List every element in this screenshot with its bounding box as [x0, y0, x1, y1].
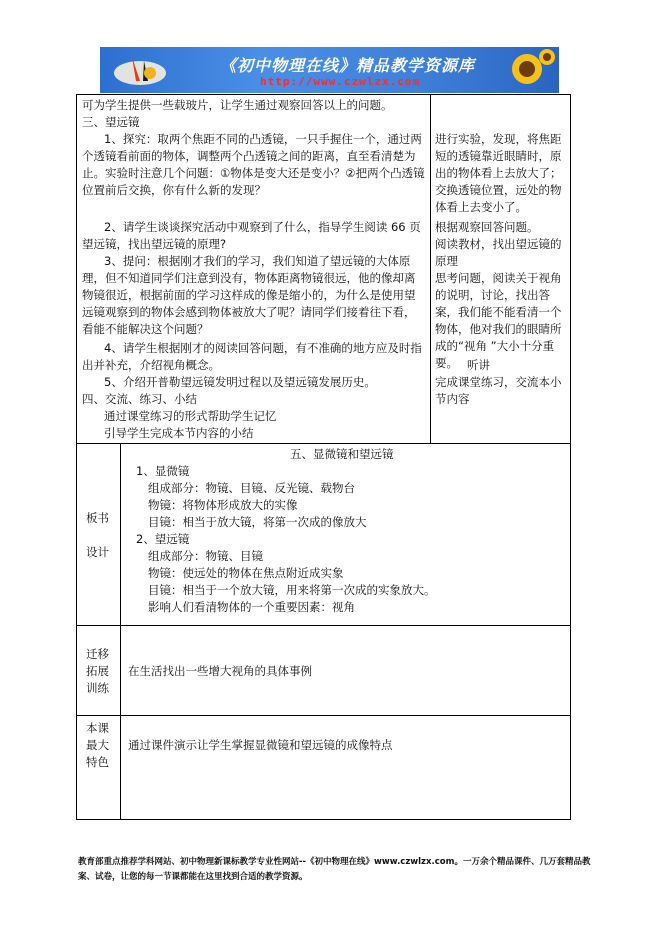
student-answer-5: 听讲 [467, 358, 490, 372]
board-telescope-3: 目镜：相当于一个放大镜，用来将第一次成的实象放大。 [148, 583, 436, 597]
feature-label-3: 特色 [86, 755, 109, 769]
transfer-label-2: 拓展 [86, 664, 109, 678]
step-4-text: 4、请学生根据刚才的阅读回答问题，有不准确的地方应及时指出并补充，介绍视角概念。 [82, 341, 422, 372]
table-left-border [76, 94, 77, 820]
label-column-divider [120, 443, 121, 820]
board-microscope-2: 物镜：将物体形成放大的实像 [148, 498, 298, 512]
header-banner [100, 47, 559, 93]
board-microscope-1: 组成部分：物镜、目镜、反光镜、载物台 [148, 481, 355, 495]
board-microscope-title: 1、显微镜 [136, 464, 190, 478]
teacher-student-divider [430, 94, 431, 444]
feature-label-2: 最大 [86, 738, 109, 752]
step-1-text: 1、探究：取两个焦距不同的凸透镜，一只手握住一个，通过两个透镜看前面的物体，调整两个凸透镜之间的距离，直至看清楚为止。实验时注意几个问题：①物体是变大还是变小？②把两个凸透镜位置前后交换，你有什么新的发现？ [82, 132, 425, 197]
board-telescope-title: 2、望远镜 [136, 532, 190, 546]
board-microscope-3: 目镜：相当于放大镜，将第一次成的像放大 [148, 515, 367, 529]
table-top-border [76, 94, 571, 95]
table-right-border [570, 94, 571, 820]
banner-title: 《初中物理在线》精品教学资源库 [220, 56, 476, 75]
section-3-title: 三、望远镜 [82, 115, 140, 129]
site-logo-icon [110, 51, 170, 89]
student-answer-6: 完成课堂练习，交流本小节内容 [435, 375, 562, 406]
feature-label-1: 本课 [86, 721, 109, 735]
footer-note: 教育部重点推荐学科网站、初中物理新课标教学专业性网站--《初中物理在线》www.czwlzx.com。一万余个精品课件、几万套精品教案、试卷，让您的每一节课都能在这里找到合适的教学资源。 [78, 857, 591, 882]
section-4-title: 四、交流、练习、小结 [82, 392, 197, 406]
board-label-1: 板书 [86, 511, 109, 525]
transfer-label-3: 训练 [86, 681, 109, 695]
feature-content: 通过课件演示让学生掌握显微镜和望远镜的成像特点 [128, 738, 393, 752]
step-5-text: 5、介绍开普勒望远镜发明过程以及望远镜发展历史。 [104, 375, 376, 389]
banner-url[interactable]: http://www.czwlzx.com [260, 75, 421, 88]
section-4-line-1: 通过课堂练习的形式帮助学生记忆 [104, 409, 277, 423]
table-bottom-border [76, 819, 571, 820]
board-telescope-1: 组成部分：物镜、目镜 [148, 549, 263, 563]
board-telescope-2: 物镜：使远处的物体在焦点附近成实象 [148, 566, 344, 580]
student-answer-3: 阅读教材，找出望远镜的原理 [435, 237, 562, 268]
board-title: 五、显微镜和望远镜 [290, 447, 394, 461]
student-answer-2: 根据观察回答问题。 [435, 220, 539, 234]
transfer-content: 在生活找出一些增大视角的具体事例 [128, 664, 312, 678]
lesson-intro: 可为学生提供一些载玻片，让学生通过观察回答以上的问题。 [82, 98, 393, 112]
sunflower-icon [499, 49, 555, 91]
transfer-label-1: 迁移 [86, 647, 109, 661]
row-divider-board [76, 443, 571, 444]
board-telescope-4: 影响人们看清物体的一个重要因素：视角 [148, 600, 355, 614]
step-2-text: 2、请学生谈谈探究活动中观察到了什么，指导学生阅读 66 页望远镜，找出望远镜的原理? [82, 220, 421, 251]
row-divider-feature [76, 715, 571, 716]
student-answer-4: 思考问题，阅读关于视角的说明，讨论，找出答案，我们能不能看清一个物体，他对我们的眼睛所成的“视角 ”大小十分重要。 [435, 271, 562, 370]
section-4-line-2: 引导学生完成本节内容的小结 [104, 426, 254, 440]
row-divider-transfer [76, 625, 571, 626]
student-answer-1: 进行实验，发现，将焦距短的透镜靠近眼睛时，原出的物体看上去放大了；交换透镜位置，远处的物体看上去变小了。 [435, 132, 562, 214]
board-label-2: 设计 [86, 545, 109, 559]
step-3-text: 3、提问：根据刚才我们的学习，我们知道了望远镜的大体原理，但不知道同学们注意到没有，物体距离物镜很远，他的像却离物镜很近，根据前面的学习这样成的像是缩小的，为什么是使用望远镜观察到的物体会感到物体被放大了呢？请同学们接着往下看，看能不能解决这个问题？ [82, 254, 416, 336]
